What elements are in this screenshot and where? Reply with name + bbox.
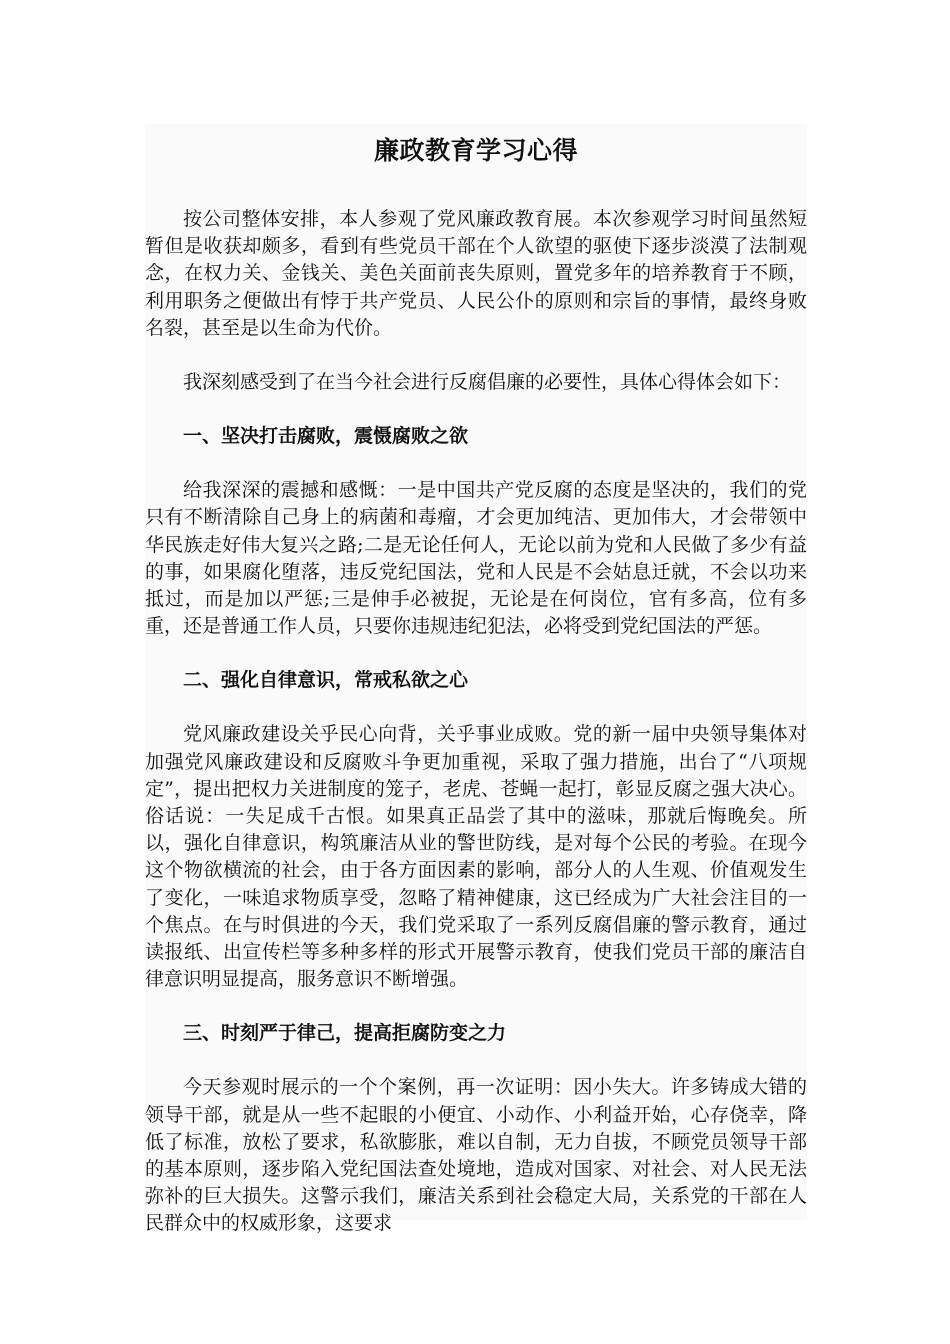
spacer <box>145 342 807 369</box>
spacer <box>145 396 807 423</box>
section-body-1: 给我深深的震撼和感慨：一是中国共产党反腐的态度是坚决的，我们的党只有不断清除自己身上的病菌和毒瘤，才会更加纯洁、更加伟大，才会带领中华民族走好伟大复兴之路;二是无论任何人，无论以前为党和人民做了多少有益的事，如果腐化堕落，违反党纪国法，党和人民是不会姑息迁就，不会以功来抵过，而是加以严惩;三是伸手必被捉，无论是在何岗位，官有多高，位有多重，还是普通工作人员，只要你违规违纪犯法，必将受到党纪国法的严惩。 <box>145 479 807 638</box>
intro-paragraph-1: 按公司整体安排，本人参观了党风廉政教育展。本次参观学习时间虽然短暂但是收获却颇多，看到有些党员干部在个人欲望的驱使下逐步淡漠了法制观念，在权力关、金钱关、美色关面前丧失原则，置党多年的培养教育于不顾，利用职务之便做出有悖于共产党员、人民公仆的原则和宗旨的事情，最终身败名裂，甚至是以生命为代价。 <box>145 208 807 339</box>
spacer <box>145 694 807 721</box>
section-heading-1: 一、坚决打击腐败，震慑腐败之欲 <box>183 425 469 448</box>
document-page <box>145 124 807 1235</box>
section-heading-2: 二、强化自律意识，常戒私欲之心 <box>183 669 469 692</box>
spacer <box>145 1047 807 1074</box>
spacer <box>145 993 807 1020</box>
spacer <box>145 640 807 667</box>
section-heading-3: 三、时刻严于律己，提高拒腐防变之力 <box>183 1022 507 1045</box>
document-title: 廉政教育学习心得 <box>373 136 578 165</box>
spacer <box>145 168 807 206</box>
spacer <box>145 450 807 477</box>
section-body-2: 党风廉政建设关乎民心向背，关乎事业成败。党的新一届中央领导集体对加强党风廉政建设和反腐败斗争更加重视，采取了强力措施，出台了“八项规定”，提出把权力关进制度的笼子，老虎、苍蝇一起打，彰显反腐之强大决心。俗话说：一失足成千古恨。如果真正品尝了其中的滋味，那就后悔晚矣。所以，强化自律意识，构筑廉洁从业的警世防线，是对每个公民的考验。在现今这个物欲横流的社会，由于各方面因素的影响，部分人的人生观、价值观发生了变化，一味追求物质享受，忽略了精神健康，这已经成为广大社会注目的一个焦点。在与时俱进的今天，我们党采取了一系列反腐倡廉的警示教育，通过读报纸、出宣传栏等多种多样的形式开展警示教育，使我们党员干部的廉洁自律意识明显提高，服务意识不断增强。 <box>145 723 807 991</box>
section-body-3: 今天参观时展示的一个个案例，再一次证明：因小失大。许多铸成大错的领导干部，就是从一些不起眼的小便宜、小动作、小利益开始，心存侥幸，降低了标准，放松了要求，私欲膨胀，难以自制，无力自拔，不顾党员领导干部的基本原则，逐步陷入党纪国法查处境地，造成对国家、对社会、对人民无法弥补的巨大损失。这警示我们，廉洁关系到社会稳定大局，关系党的干部在人民群众中的权威形象，这要求 <box>145 1076 807 1235</box>
intro-paragraph-2: 我深刻感受到了在当今社会进行反腐倡廉的必要性，具体心得体会如下： <box>183 371 792 394</box>
